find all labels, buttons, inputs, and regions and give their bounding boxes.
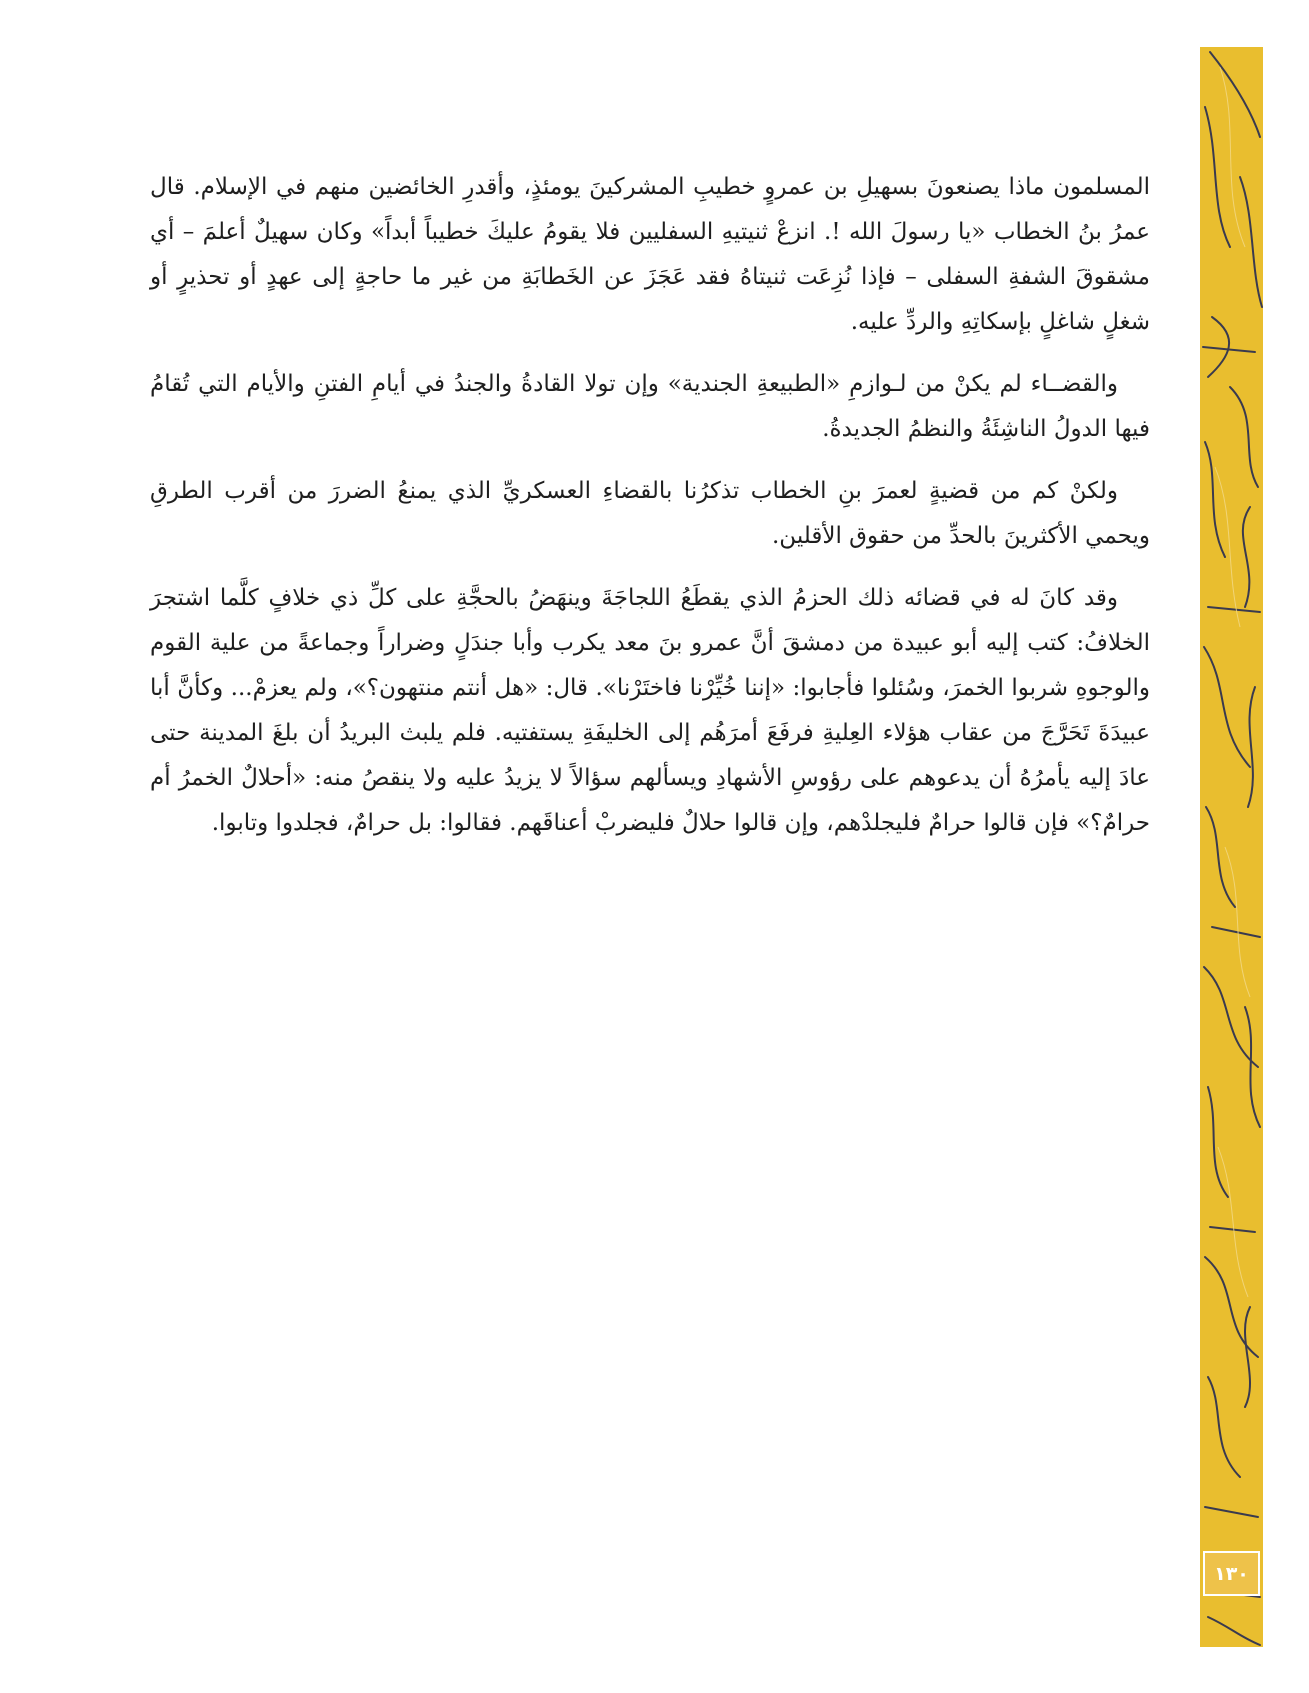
decorative-side-band <box>1200 47 1263 1647</box>
page-number: ١٣٠ <box>1214 1562 1249 1585</box>
page-number-box <box>1203 1551 1260 1596</box>
body-text <box>150 165 1150 863</box>
paragraph-1: المسلمون ماذا يصنعونَ بسهيلِ بن عمروٍ خطيبِ المشركينَ يومئذٍ، وأقدرِ الخائضين منهم في الإسلام. قال عمرُ بنُ الخطاب «يا رسولَ الله !. انزعْ ثنيتيهِ السفليين فلا يقومُ عليكَ خطيباً أبداً» وكان سهيلٌ أعلمَ – أي مشقوقَ الشفةِ السفلى – فإذا نُزِعَت ثنيتاهُ فقد عَجَزَ عن الخَطابَةِ من غير ما حاجةٍ إلى عهدٍ أو تحذيرٍ أو شغلٍ شاغلٍ بإسكاتِهِ والردِّ عليه. <box>150 174 1150 335</box>
paragraph-4: وقد كانَ له في قضائه ذلك الحزمُ الذي يقطَعُ اللجاجَةَ وينهَضُ بالحجَّةِ على كلِّ ذي خلافٍ كلَّما اشتجرَ الخلافُ: كتب إليه أبو عبيدة من دمشقَ أنَّ عمرو بنَ معد يكرب وأبا جندَلٍ وضراراً وجماعةً من علية القوم والوجوهِ شربوا الخمرَ، وسُئلوا فأجابوا: «إننا خُيِّرْنا فاختَرْنا». قال: «هل أنتم منتهون؟»، ولم يعزمْ... وكأنَّ أبا عبيدَةَ تَحَرَّجَ من عقاب هؤلاء العِليةِ فرفَعَ أمرَهُم إلى الخليفَةِ يستفتيه. فلم يلبث البريدُ أن بلغَ المدينة حتى عادَ إليه يأمرُهُ أن يدعوهم على رؤوسِ الأشهادِ ويسألهم سؤالاً لا يزيدُ عليه ولا ينقصُ منه: «أحلالٌ الخمرُ أم حرامٌ؟» فإن قالوا حرامٌ فليجلدْهم، وإن قالوا حلالٌ فليضربْ أعناقَهم. فقالوا: بل حرامٌ، فجلدوا وتابوا. <box>150 585 1151 836</box>
paragraph-3: ولكنْ كم من قضيةٍ لعمرَ بنِ الخطاب تذكرُنا بالقضاءِ العسكريِّ الذي يمنعُ الضررَ من أقرب الطرقِ ويحمي الأكثرينَ بالحدِّ من حقوق الأقلين. <box>150 478 1150 549</box>
abstract-line-pattern-icon <box>1200 47 1263 1647</box>
paragraph-2: والقضــاء لم يكنْ من لـوازمِ «الطبيعةِ الجندية» وإن تولا القادةُ والجندُ في أيامِ الفتنِ والأيام التي تُقامُ فيها الدولُ الناشِئَةُ والنظمُ الجديدةُ. <box>150 371 1150 442</box>
